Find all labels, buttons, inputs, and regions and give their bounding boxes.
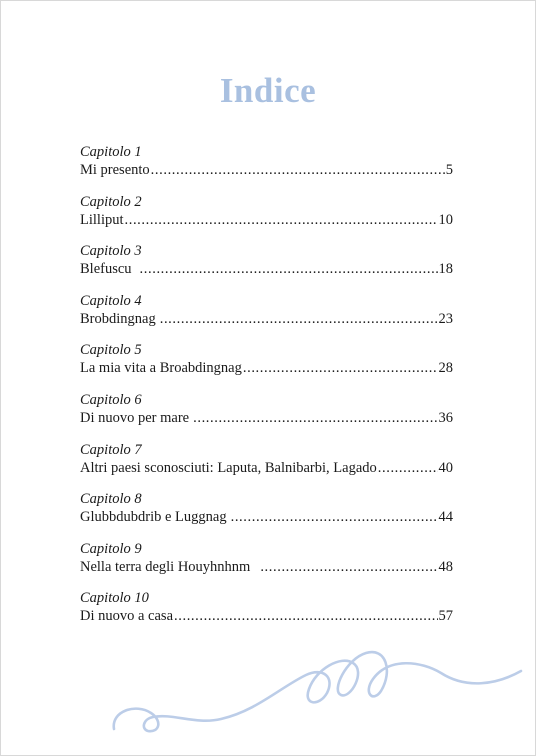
page-title: Indice <box>219 71 317 110</box>
toc-line <box>80 310 453 329</box>
table-of-contents <box>80 143 453 639</box>
chapter-title: Blefuscu <box>80 261 132 278</box>
page-number: 36 <box>438 409 453 426</box>
dot-leader <box>193 409 437 428</box>
chapter-title: Mi presento <box>80 162 150 178</box>
toc-line <box>80 459 453 478</box>
page-number: 23 <box>438 310 453 327</box>
chapter-label: Capitolo 4 <box>80 292 142 309</box>
dot-leader <box>174 607 437 626</box>
page-number: 10 <box>438 211 453 228</box>
toc-entry-7 <box>80 441 453 491</box>
dot-leader <box>125 211 438 230</box>
toc-entry-3 <box>80 242 453 292</box>
swirl-ornament <box>1 641 535 755</box>
chapter-title: La mia vita a Broabdingnag <box>80 360 242 377</box>
page-number: 18 <box>438 261 453 278</box>
toc-line <box>80 161 453 180</box>
chapter-title: Di nuovo per mare <box>80 409 190 426</box>
page-number: 5 <box>445 162 453 178</box>
chapter-title: Lilliput <box>80 211 124 228</box>
toc-line <box>80 359 453 378</box>
chapter-title: Brobdingnag <box>80 310 156 327</box>
page-number: 48 <box>438 558 453 575</box>
toc-entry-1 <box>80 143 453 193</box>
toc-line <box>80 607 453 626</box>
chapter-title: Nella terra degli Houyhnhnm <box>80 558 251 575</box>
chapter-title: Di nuovo a casa <box>80 608 174 625</box>
page-number: 57 <box>438 608 453 625</box>
chapter-label: Capitolo 6 <box>80 391 142 408</box>
page-number: 40 <box>438 459 453 476</box>
toc-entry-5 <box>80 341 453 391</box>
chapter-label: Capitolo 2 <box>80 193 142 210</box>
dot-leader <box>378 459 438 478</box>
toc-line <box>80 211 453 230</box>
toc-line <box>80 558 453 577</box>
chapter-label: Capitolo 3 <box>80 243 142 260</box>
toc-line <box>80 508 453 527</box>
page-number: 28 <box>438 360 453 377</box>
chapter-label: Capitolo 10 <box>80 590 149 607</box>
chapter-label: Capitolo 1 <box>80 144 142 160</box>
chapter-label: Capitolo 5 <box>80 342 142 359</box>
toc-entry-9 <box>80 540 453 590</box>
chapter-label: Capitolo 7 <box>80 441 142 458</box>
chapter-title: Glubbdubdrib e Luggnag <box>80 509 227 526</box>
page-number: 44 <box>438 509 453 526</box>
dot-leader <box>231 508 438 527</box>
toc-entry-8 <box>80 490 453 540</box>
toc-entry-10 <box>80 589 453 639</box>
chapter-label: Capitolo 8 <box>80 491 142 508</box>
chapter-title: Altri paesi sconosciuti: Laputa, Balnibarbi, Lagado <box>80 459 377 476</box>
dot-leader <box>260 558 437 577</box>
chapter-label: Capitolo 9 <box>80 540 142 557</box>
dot-leader <box>140 260 438 279</box>
toc-entry-6 <box>80 391 453 441</box>
toc-line <box>80 409 453 428</box>
toc-entry-2 <box>80 193 453 243</box>
toc-entry-4 <box>80 292 453 342</box>
toc-line <box>80 260 453 279</box>
dot-leader <box>160 310 438 329</box>
dot-leader <box>243 359 438 378</box>
dot-leader <box>151 161 445 180</box>
